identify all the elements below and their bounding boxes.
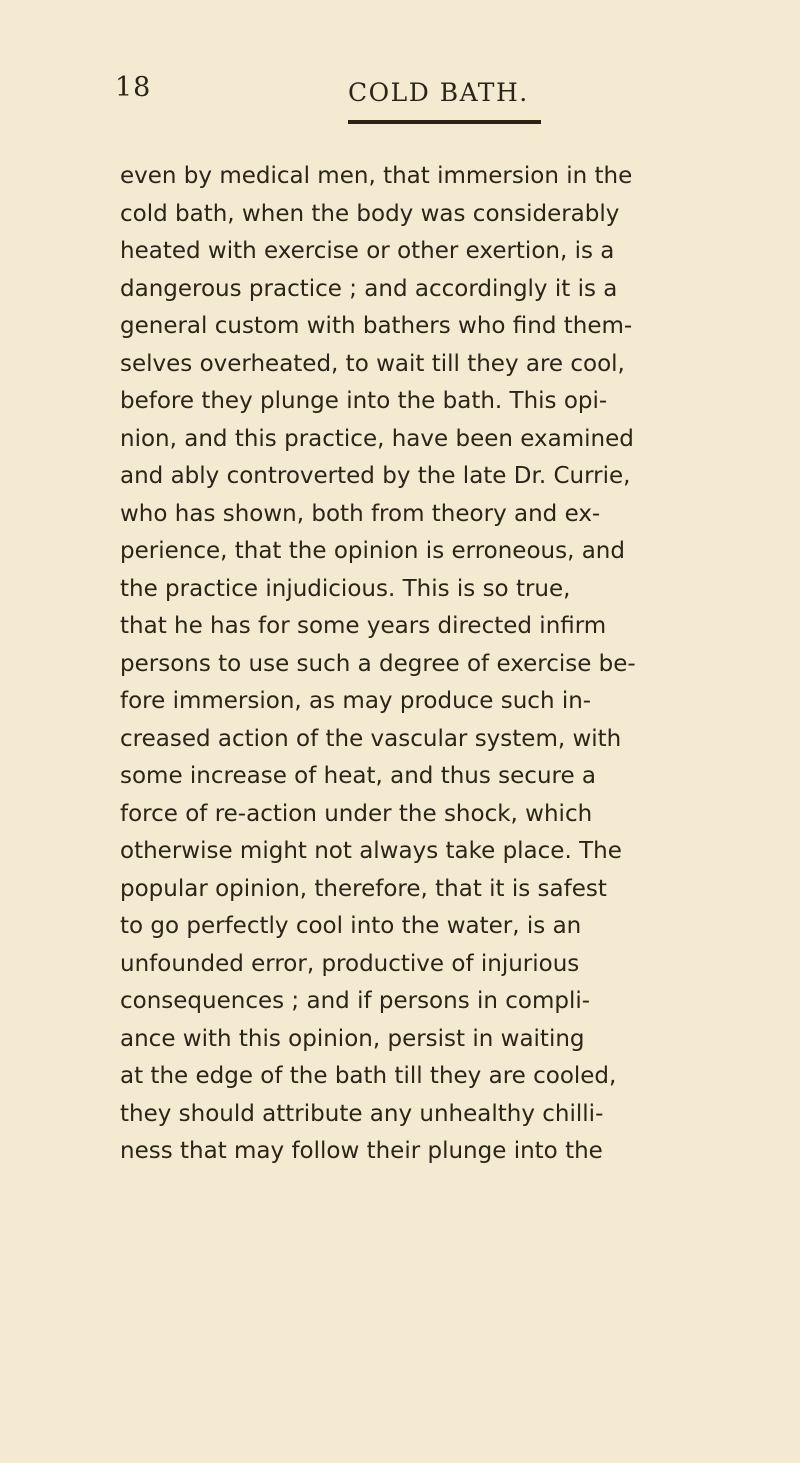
- text-line: ness that may follow their plunge into the: [120, 1138, 603, 1164]
- text-line: dangerous practice ; and accordingly it is a: [120, 275, 618, 302]
- text-line: unfounded error, productive of injurious: [120, 950, 580, 977]
- text-line: before they plunge into the bath. This opi-: [120, 388, 608, 414]
- text-line: who has shown, both from theory and ex-: [120, 500, 601, 527]
- text-line: cold bath, when the body was considerably: [120, 200, 620, 227]
- page-number: 18: [115, 72, 152, 103]
- text-line: selves overheated, to wait till they are cool,: [120, 350, 625, 377]
- text-line: fore immersion, as may produce such in-: [120, 688, 592, 714]
- text-line: force of re-action under the shock, which: [120, 800, 593, 827]
- text-line: at the edge of the bath till they are cooled,: [120, 1063, 617, 1089]
- text-line: persons to use such a degree of exercise be-: [120, 650, 636, 677]
- text-line: to go perfectly cool into the water, is an: [120, 913, 582, 939]
- text-line: the practice injudicious. This is so true,: [120, 575, 571, 602]
- text-line: popular opinion, therefore, that it is safest: [120, 875, 607, 902]
- text-line: that he has for some years directed infirm: [120, 613, 607, 639]
- header-rule: [348, 120, 541, 124]
- text-line: creased action of the vascular system, with: [120, 725, 622, 752]
- text-line: perience, that the opinion is erroneous, and: [120, 538, 625, 564]
- text-line: some increase of heat, and thus secure a: [120, 763, 597, 789]
- text-line: and ably controverted by the late Dr. Currie,: [120, 463, 631, 489]
- running-title: COLD BATH.: [348, 78, 529, 107]
- text-line: heated with exercise or other exertion, is a: [120, 238, 615, 264]
- text-line: they should attribute any unhealthy chilli-: [120, 1100, 604, 1127]
- text-line: general custom with bathers who find them-: [120, 313, 633, 339]
- text-line: even by medical men, that immersion in the: [120, 163, 633, 189]
- text-line: ance with this opinion, persist in waiting: [120, 1025, 585, 1052]
- text-line: nion, and this practice, have been examined: [120, 425, 634, 452]
- text-line: otherwise might not always take place. The: [120, 838, 622, 864]
- body-text: [120, 158, 650, 1171]
- text-line: consequences ; and if persons in compli-: [120, 988, 591, 1014]
